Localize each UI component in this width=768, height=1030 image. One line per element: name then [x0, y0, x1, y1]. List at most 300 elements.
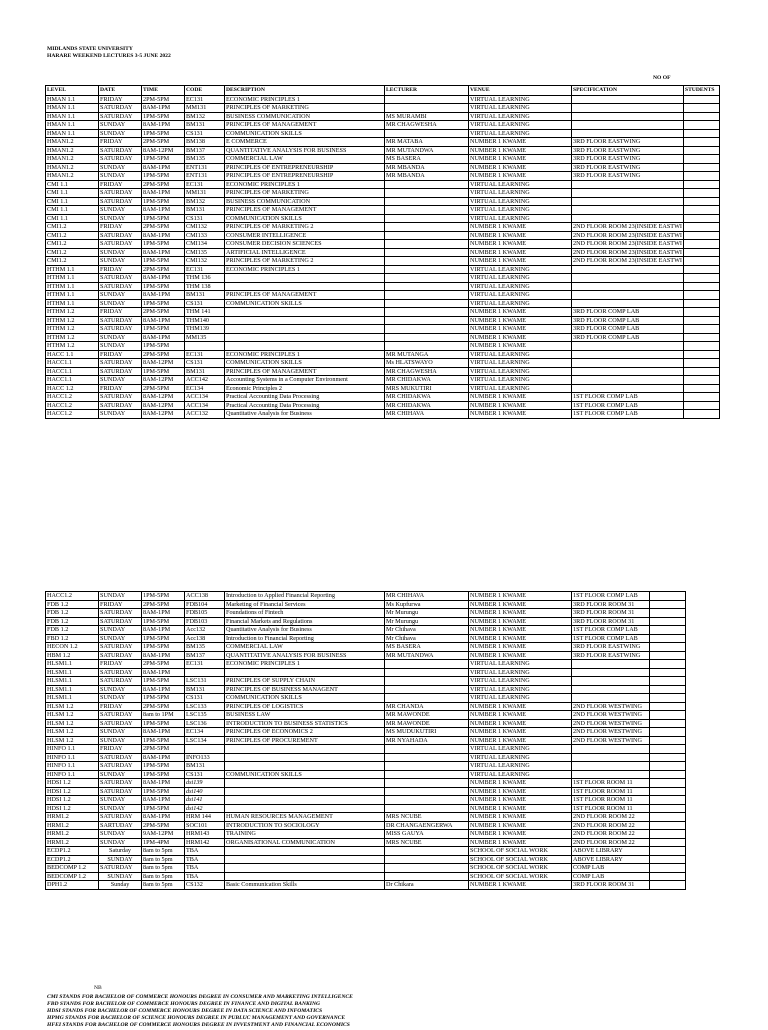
cell-students [683, 359, 719, 368]
table-row [46, 592, 686, 601]
cell-time: 8AM-1PM [142, 121, 185, 130]
cell-lecturer [385, 342, 469, 351]
cell-specification [572, 112, 684, 121]
cell-date: SATURDAY [99, 240, 142, 249]
cell-lecturer [385, 95, 469, 104]
cell-level: HLSM 1.2 [46, 736, 99, 745]
cell-level: HINFO 1.1 [46, 770, 99, 779]
cell-date: SATURDAY [99, 779, 142, 788]
table-row [46, 180, 720, 189]
cell-code: EC134 [185, 384, 225, 393]
cell-venue: SCHOOL OF SOCIAL WORK [469, 847, 572, 856]
cell-students [683, 367, 719, 376]
cell-date: SATURDAY [99, 316, 142, 325]
cell-date: Saturday [99, 847, 142, 856]
cell-specification [572, 745, 650, 754]
cell-venue: NUMBER 1 KWAME [469, 325, 572, 334]
cell-students [650, 643, 686, 652]
cell-date: SUNDAY [99, 214, 142, 223]
cell-venue: VIRTUAL LEARNING [469, 384, 572, 393]
cell-venue: NUMBER 1 KWAME [469, 813, 572, 822]
cell-students [683, 325, 719, 334]
cell-venue: NUMBER 1 KWAME [469, 736, 572, 745]
table-row [46, 393, 720, 402]
cell-code: EC131 [185, 660, 225, 669]
table-row [46, 359, 720, 368]
cell-venue: VIRTUAL LEARNING [469, 299, 572, 308]
cell-date: SUNDAY [99, 206, 142, 215]
cell-code: ACC142 [185, 376, 225, 385]
cell-specification: 2ND FLOOR WESTWING [572, 711, 650, 720]
cell-level: FDB 1.2 [46, 626, 99, 635]
cell-students [650, 779, 686, 788]
cell-code: EC131 [185, 350, 225, 359]
cell-specification [572, 384, 684, 393]
cell-specification [572, 342, 684, 351]
cell-lecturer: MR NYAHADA [385, 736, 469, 745]
cell-venue: VIRTUAL LEARNING [469, 274, 572, 283]
cell-level: HTHM 1.1 [46, 291, 99, 300]
table-row [46, 821, 686, 830]
cell-code: BM131 [185, 206, 225, 215]
cell-code: dsi139 [185, 779, 225, 788]
table-row [46, 830, 686, 839]
cell-time: 2PM-5PM [142, 223, 185, 232]
cell-specification: 2ND FLOOR WESTWING [572, 719, 650, 728]
cell-level: BEDCOMP 1.2 [46, 872, 99, 881]
cell-description: COMMUNICATION SKILLS [225, 299, 385, 308]
cell-lecturer [385, 847, 469, 856]
cell-description [225, 282, 385, 291]
cell-time: 1PM-5PM [142, 214, 185, 223]
cell-code: FDB103 [185, 617, 225, 626]
cell-time: 1PM-5PM [142, 342, 185, 351]
table-row [46, 401, 720, 410]
cell-lecturer [385, 796, 469, 805]
table-row [46, 736, 686, 745]
cell-code: ENT131 [185, 172, 225, 181]
cell-date: SATURDAY [99, 401, 142, 410]
cell-venue: NUMBER 1 KWAME [469, 410, 572, 419]
cell-date: SATURDAY [99, 104, 142, 113]
cell-students [650, 872, 686, 881]
cell-code: HRM143 [185, 830, 225, 839]
cell-students [683, 248, 719, 257]
cell-lecturer [385, 694, 469, 703]
cell-date: SUNDAY [99, 121, 142, 130]
cell-code: BM131 [185, 367, 225, 376]
cell-venue: VIRTUAL LEARNING [469, 745, 572, 754]
cell-lecturer [385, 762, 469, 771]
cell-description: QUANTITATIVE ANALYSIS FOR BUSINESS [225, 146, 385, 155]
cell-specification: 2ND FLOOR ROOM 22 [572, 821, 650, 830]
cell-date: SATURDAY [99, 677, 142, 686]
cell-code: CMI132 [185, 257, 225, 266]
cell-time: 2PM-5PM [142, 265, 185, 274]
cell-venue: VIRTUAL LEARNING [469, 753, 572, 762]
cell-lecturer: MR MUTANGA [385, 350, 469, 359]
cell-students [650, 694, 686, 703]
cell-code: THM 138 [185, 282, 225, 291]
table-row [46, 367, 720, 376]
cell-time: 1PM-5PM [142, 787, 185, 796]
table-row [46, 129, 720, 138]
cell-students [650, 855, 686, 864]
cell-code: BM137 [185, 651, 225, 660]
cell-lecturer: MS BASERA [385, 643, 469, 652]
cell-students [650, 668, 686, 677]
cell-venue: NUMBER 1 KWAME [469, 881, 572, 890]
cell-level: BEDCOMP 1.2 [46, 864, 99, 873]
cell-venue: VIRTUAL LEARNING [469, 376, 572, 385]
cell-venue: NUMBER 1 KWAME [469, 231, 572, 240]
cell-specification: 1ST FLOOR ROOM 11 [572, 779, 650, 788]
cell-time: 2PM-5PM [142, 95, 185, 104]
cell-venue: VIRTUAL LEARNING [469, 282, 572, 291]
table-row [46, 223, 720, 232]
col-level: LEVEL [46, 86, 99, 96]
cell-code: CMI135 [185, 248, 225, 257]
cell-time: 1PM-5PM [142, 282, 185, 291]
cell-description: PRINCIPLES OF ECONOMICS 2 [225, 728, 385, 737]
cell-code: FDB105 [185, 609, 225, 618]
cell-lecturer [385, 316, 469, 325]
cell-venue: NUMBER 1 KWAME [469, 634, 572, 643]
cell-date: SUNDAY [99, 872, 142, 881]
cell-code: CS131 [185, 770, 225, 779]
cell-students [683, 265, 719, 274]
cell-code: dsi142 [185, 804, 225, 813]
cell-venue: NUMBER 1 KWAME [469, 617, 572, 626]
cell-lecturer [385, 308, 469, 317]
cell-level: HMAN1.2 [46, 138, 99, 147]
cell-date: SATURDAY [99, 762, 142, 771]
cell-date: SUNDAY [99, 592, 142, 601]
students-header-line1: NO OF [653, 75, 671, 81]
footnote-line: FBD STANDS FOR BACHELOR OF COMMERCE HONOURS DEGREE IN FINANCE AND DIGITAL BANKING [47, 1001, 321, 1007]
table-row [46, 881, 686, 890]
cell-students [650, 728, 686, 737]
col-code: CODE [185, 86, 225, 96]
cell-venue: VIRTUAL LEARNING [469, 95, 572, 104]
cell-venue: VIRTUAL LEARNING [469, 112, 572, 121]
cell-description: COMMUNICATION SKILLS [225, 129, 385, 138]
cell-time: 8AM-1PM [142, 316, 185, 325]
cell-level: CMI 1.1 [46, 180, 99, 189]
cell-level: CMI 1.1 [46, 206, 99, 215]
cell-time: 1PM-5PM [142, 643, 185, 652]
cell-specification [572, 694, 650, 703]
cell-date: SATURDAY [99, 668, 142, 677]
cell-description [225, 342, 385, 351]
cell-code: BM132 [185, 112, 225, 121]
cell-students [650, 719, 686, 728]
cell-specification: 2ND FLOOR ROOM 22 [572, 838, 650, 847]
cell-venue: VIRTUAL LEARNING [469, 121, 572, 130]
cell-level: HMAN1.2 [46, 155, 99, 164]
cell-date: FRIDAY [99, 95, 142, 104]
cell-time: 8am to 1PM [142, 711, 185, 720]
cell-specification: 3RD FLOOR EASTWING [572, 643, 650, 652]
cell-level: HACC1.2 [46, 393, 99, 402]
cell-specification: 1ST FLOOR COMP LAB [572, 634, 650, 643]
cell-code [185, 342, 225, 351]
cell-students [683, 291, 719, 300]
cell-specification [572, 350, 684, 359]
cell-code: SOC101 [185, 821, 225, 830]
table-row [46, 711, 686, 720]
cell-description: PRINCIPLES OF MARKETING [225, 104, 385, 113]
cell-description [225, 787, 385, 796]
cell-lecturer: MR CHIHAVA [385, 592, 469, 601]
cell-time: 1PM-5PM [142, 719, 185, 728]
cell-date: FRIDAY [99, 600, 142, 609]
cell-code: CMI132 [185, 223, 225, 232]
cell-date: SUNDAY [99, 804, 142, 813]
cell-date: SUNDAY [99, 163, 142, 172]
cell-lecturer [385, 685, 469, 694]
cell-lecturer [385, 753, 469, 762]
cell-level: HTHM 1.2 [46, 325, 99, 334]
cell-level: CMI1.2 [46, 231, 99, 240]
university-name: MIDLANDS STATE UNIVERSITY [47, 46, 133, 52]
cell-time: 2PM-5PM [142, 600, 185, 609]
cell-specification [572, 214, 684, 223]
table-row [46, 342, 720, 351]
cell-lecturer [385, 779, 469, 788]
cell-lecturer [385, 299, 469, 308]
table-row [46, 189, 720, 198]
cell-lecturer: MS MUDUKUTIRI [385, 728, 469, 737]
cell-students [650, 626, 686, 635]
cell-description [225, 855, 385, 864]
cell-venue: NUMBER 1 KWAME [469, 643, 572, 652]
cell-students [683, 308, 719, 317]
table-row [46, 787, 686, 796]
cell-code: CS131 [185, 694, 225, 703]
cell-lecturer: Dr Chikara [385, 881, 469, 890]
cell-level: HLSM 1.2 [46, 728, 99, 737]
cell-date: SUNDAY [99, 291, 142, 300]
cell-level: HACC1.1 [46, 376, 99, 385]
cell-level: HMAN1.2 [46, 146, 99, 155]
cell-code: ENT131 [185, 163, 225, 172]
cell-code: TBA [185, 864, 225, 873]
cell-lecturer: Mr Chihava [385, 626, 469, 635]
cell-level: HMAN 1.1 [46, 112, 99, 121]
cell-description [225, 804, 385, 813]
cell-description [225, 779, 385, 788]
cell-description: CONSUMER DECISION SCIENCES [225, 240, 385, 249]
cell-date: SATURDAY [99, 609, 142, 618]
cell-students [683, 180, 719, 189]
cell-description: BUSINESS COMMUNICATION [225, 197, 385, 206]
cell-venue: NUMBER 1 KWAME [469, 401, 572, 410]
cell-code: BM132 [185, 197, 225, 206]
cell-time: 8AM-1PM [142, 206, 185, 215]
table-row [46, 146, 720, 155]
cell-specification: 3RD FLOOR COMP LAB [572, 316, 684, 325]
cell-level: FBD 1.2 [46, 634, 99, 643]
cell-lecturer [385, 206, 469, 215]
cell-description: Foundations of Fintech [225, 609, 385, 618]
cell-specification [572, 299, 684, 308]
cell-specification: 3RD FLOOR EASTWING [572, 651, 650, 660]
cell-specification: 1ST FLOOR ROOM 11 [572, 804, 650, 813]
cell-venue: NUMBER 1 KWAME [469, 838, 572, 847]
cell-venue: NUMBER 1 KWAME [469, 719, 572, 728]
cell-code [185, 668, 225, 677]
cell-students [650, 762, 686, 771]
cell-level: HDSI 1.2 [46, 787, 99, 796]
cell-description: COMMUNICATION SKILLS [225, 770, 385, 779]
cell-date: FRIDAY [99, 308, 142, 317]
cell-time: 8AM-1PM [142, 189, 185, 198]
cell-venue: NUMBER 1 KWAME [469, 163, 572, 172]
cell-time: 1PM-5PM [142, 617, 185, 626]
cell-description: PRINCIPLES OF BUSINESS MANAGENT [225, 685, 385, 694]
cell-code: TBA [185, 847, 225, 856]
cell-description: Practical Accounting Data Processing [225, 393, 385, 402]
cell-lecturer [385, 240, 469, 249]
cell-time: 8AM-12PM [142, 376, 185, 385]
cell-specification: 2ND FLOOR WESTWING [572, 702, 650, 711]
cell-students [683, 214, 719, 223]
cell-time: 8AM-1PM [142, 779, 185, 788]
cell-lecturer: MS BASERA [385, 155, 469, 164]
cell-date: SATURDAY [99, 643, 142, 652]
cell-level: FDB 1.2 [46, 609, 99, 618]
cell-level: HACC1.1 [46, 367, 99, 376]
cell-specification: 3RD FLOOR EASTWING [572, 146, 684, 155]
cell-students [683, 342, 719, 351]
cell-students [683, 410, 719, 419]
cell-specification [572, 129, 684, 138]
cell-students [650, 736, 686, 745]
cell-level: HRM1.2 [46, 821, 99, 830]
cell-date: FRIDAY [99, 660, 142, 669]
cell-students [683, 189, 719, 198]
cell-code: HRM 144 [185, 813, 225, 822]
cell-specification: 2ND FLOOR ROOM 23(INSIDE EASTWI [573, 231, 682, 239]
cell-level: DPH1.2 [46, 881, 99, 890]
cell-date: SATURDAY [99, 274, 142, 283]
cell-specification: 1ST FLOOR COMP LAB [572, 626, 650, 635]
table-row [46, 600, 686, 609]
cell-venue: VIRTUAL LEARNING [469, 291, 572, 300]
cell-code: TBA [185, 855, 225, 864]
cell-date: FRIDAY [99, 265, 142, 274]
cell-time: 8AM-1PM [142, 231, 185, 240]
cell-students [650, 685, 686, 694]
col-description: DESCRIPTION [225, 86, 385, 96]
cell-students [650, 651, 686, 660]
cell-students [683, 223, 719, 232]
cell-lecturer: MR MAWONDE [385, 719, 469, 728]
table-row [46, 197, 720, 206]
cell-lecturer [385, 872, 469, 881]
cell-code: dsi140 [185, 787, 225, 796]
schedule-table-2 [45, 591, 686, 890]
cell-time: 8AM-12PM [142, 410, 185, 419]
cell-time: 2PM-5PM [142, 821, 185, 830]
cell-date: SUNDAY [99, 333, 142, 342]
cell-specification [572, 104, 684, 113]
cell-code: THM140 [185, 316, 225, 325]
cell-venue: VIRTUAL LEARNING [469, 367, 572, 376]
cell-date: SUNDAY [99, 626, 142, 635]
cell-date: FRIDAY [99, 702, 142, 711]
cell-students [650, 838, 686, 847]
cell-lecturer [385, 214, 469, 223]
table-row [46, 872, 686, 881]
cell-time: 1PM-5PM [142, 257, 185, 266]
cell-students [650, 702, 686, 711]
cell-lecturer: Mr Chihava [385, 634, 469, 643]
cell-level: HINFO 1.1 [46, 745, 99, 754]
cell-time: 2PM-5PM [142, 308, 185, 317]
cell-description: Quantitative Analysis for Business [225, 410, 385, 419]
cell-level: HTHM 1.1 [46, 265, 99, 274]
cell-lecturer [385, 189, 469, 198]
cell-lecturer [385, 333, 469, 342]
cell-time: 1PM-5PM [142, 677, 185, 686]
cell-students [683, 401, 719, 410]
cell-description: PRINCIPLES OF MARKETING [225, 189, 385, 198]
cell-time: 8AM-12PM [142, 359, 185, 368]
cell-date: SUNDAY [99, 172, 142, 181]
cell-level: HACC1.2 [46, 401, 99, 410]
cell-venue: NUMBER 1 KWAME [469, 804, 572, 813]
cell-venue: NUMBER 1 KWAME [469, 779, 572, 788]
cell-lecturer: MR CHIDAKWA [385, 376, 469, 385]
cell-time: 8AM-1PM [142, 813, 185, 822]
cell-specification: ABOVE LIBRARY [572, 847, 650, 856]
cell-time: 8am to 5pm [142, 872, 185, 881]
cell-lecturer [385, 660, 469, 669]
cell-description: Basic Communication Skills [225, 881, 385, 890]
table-row [46, 240, 720, 249]
cell-description: QUANTITATIVE ANALYSIS FOR BUSINESS [225, 651, 385, 660]
cell-description [225, 325, 385, 334]
cell-venue: NUMBER 1 KWAME [469, 393, 572, 402]
cell-lecturer [385, 265, 469, 274]
cell-students [650, 677, 686, 686]
cell-venue: SCHOOL OF SOCIAL WORK [469, 872, 572, 881]
cell-description: PRINCIPLES OF ENTREPRENEURSHIP [225, 172, 385, 181]
cell-level: HRM1.2 [46, 813, 99, 822]
cell-code: BM131 [185, 291, 225, 300]
cell-code: dsi141 [185, 796, 225, 805]
cell-time: 8AM-12PM [142, 146, 185, 155]
cell-specification: 3RD FLOOR EASTWING [572, 138, 684, 147]
table-row [46, 350, 720, 359]
cell-venue: NUMBER 1 KWAME [469, 609, 572, 618]
cell-date: SUNDAY [99, 376, 142, 385]
cell-students [683, 112, 719, 121]
cell-specification: 3RD FLOOR ROOM 31 [572, 609, 650, 618]
cell-time: 1PM-5PM [142, 634, 185, 643]
cell-venue: NUMBER 1 KWAME [469, 240, 572, 249]
cell-lecturer: MR MUTANDWA [385, 146, 469, 155]
cell-description [225, 762, 385, 771]
cell-time: 8AM-1PM [142, 333, 185, 342]
cell-students [683, 384, 719, 393]
cell-specification: 2ND FLOOR ROOM 23(INSIDE EASTWI [573, 223, 682, 231]
cell-lecturer [385, 257, 469, 266]
cell-venue: VIRTUAL LEARNING [469, 180, 572, 189]
cell-lecturer: MR CHAGWESHA [385, 367, 469, 376]
